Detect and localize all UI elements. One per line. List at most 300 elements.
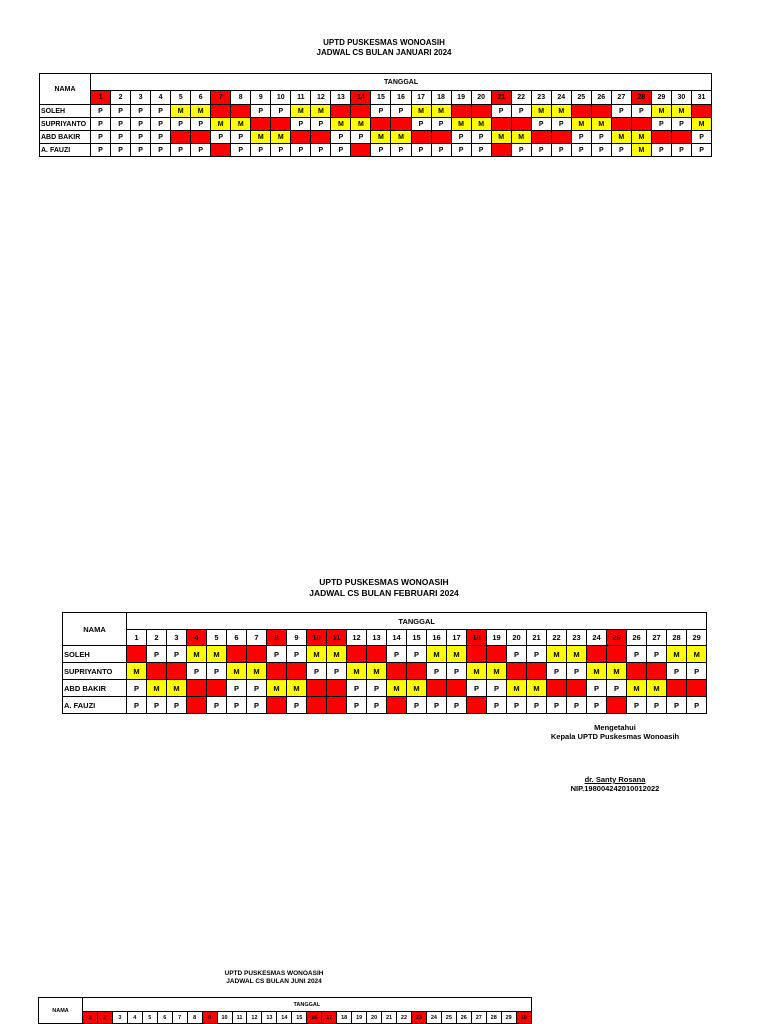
shift-cell — [587, 646, 607, 663]
shift-cell: P — [627, 697, 647, 714]
day-header-24: 24 — [587, 630, 607, 646]
day-header-22: 22 — [547, 630, 567, 646]
day-header-26: 26 — [627, 630, 647, 646]
shift-cell: P — [471, 144, 491, 157]
shift-cell: P — [91, 144, 111, 157]
shift-cell: M — [167, 680, 187, 697]
shift-cell — [571, 105, 591, 118]
shift-cell — [327, 680, 347, 697]
shift-cell: P — [647, 697, 667, 714]
shift-cell: P — [411, 144, 431, 157]
shift-cell: P — [507, 646, 527, 663]
day-header-21: 21 — [527, 630, 547, 646]
shift-cell — [667, 680, 687, 697]
shift-cell: P — [527, 697, 547, 714]
shift-cell: P — [247, 680, 267, 697]
nama-header: NAMA — [63, 613, 127, 646]
shift-cell: M — [251, 131, 271, 144]
day-header-13: 13 — [331, 91, 351, 105]
title-januari — [0, 38, 768, 58]
shift-cell: P — [667, 697, 687, 714]
day-header-25: 25 — [441, 1012, 456, 1024]
day-header-27: 27 — [611, 91, 631, 105]
shift-cell: P — [671, 144, 691, 157]
shift-cell: P — [347, 680, 367, 697]
shift-cell: P — [151, 118, 171, 131]
shift-cell: P — [287, 646, 307, 663]
shift-cell: M — [267, 680, 287, 697]
shift-cell: P — [567, 663, 587, 680]
table-row — [63, 697, 707, 714]
shift-cell: P — [251, 105, 271, 118]
shift-cell: M — [191, 105, 211, 118]
shift-cell — [351, 144, 371, 157]
shift-cell — [231, 105, 251, 118]
shift-cell: P — [431, 118, 451, 131]
shift-cell: P — [411, 118, 431, 131]
shift-cell: P — [171, 144, 191, 157]
shift-cell — [371, 118, 391, 131]
day-header-20: 20 — [367, 1012, 382, 1024]
day-header-8: 8 — [187, 1012, 202, 1024]
table-row — [63, 663, 707, 680]
shift-cell: P — [567, 697, 587, 714]
shift-cell: P — [367, 680, 387, 697]
day-header-18: 18 — [431, 91, 451, 105]
shift-cell — [407, 663, 427, 680]
shift-cell — [287, 663, 307, 680]
day-header-23: 23 — [531, 91, 551, 105]
shift-cell — [611, 118, 631, 131]
shift-cell: P — [431, 144, 451, 157]
shift-cell — [447, 680, 467, 697]
shift-cell: M — [347, 663, 367, 680]
shift-cell — [267, 697, 287, 714]
shift-cell: P — [387, 646, 407, 663]
shift-cell: M — [491, 131, 511, 144]
day-header-3: 3 — [112, 1012, 127, 1024]
shift-cell: P — [571, 131, 591, 144]
shift-cell: P — [687, 697, 707, 714]
nama-header: NAMA — [39, 998, 83, 1024]
day-header-12: 12 — [347, 630, 367, 646]
shift-cell: M — [631, 131, 651, 144]
subtitle-januari: JADWAL CS BULAN JANUARI 2024 — [316, 48, 452, 57]
shift-cell: M — [687, 646, 707, 663]
shift-cell — [647, 663, 667, 680]
shift-cell — [307, 697, 327, 714]
shift-cell — [491, 118, 511, 131]
shift-cell: P — [311, 118, 331, 131]
day-header-20: 20 — [507, 630, 527, 646]
tanggal-header: TANGGAL — [91, 74, 712, 91]
shift-cell: M — [591, 118, 611, 131]
shift-cell: P — [371, 105, 391, 118]
shift-cell — [487, 646, 507, 663]
day-header-30: 30 — [516, 1012, 531, 1024]
signature-name: dr. Santy Rosana — [584, 775, 646, 784]
shift-cell: P — [231, 131, 251, 144]
shift-cell: P — [131, 118, 151, 131]
shift-cell — [427, 680, 447, 697]
shift-cell — [511, 118, 531, 131]
shift-cell — [387, 663, 407, 680]
shift-cell: P — [171, 118, 191, 131]
shift-cell: P — [231, 144, 251, 157]
shift-cell: M — [307, 646, 327, 663]
shift-cell: M — [227, 663, 247, 680]
shift-cell: M — [507, 680, 527, 697]
shift-cell: P — [187, 663, 207, 680]
shift-cell: P — [207, 697, 227, 714]
shift-cell: M — [511, 131, 531, 144]
day-header-2: 2 — [97, 1012, 112, 1024]
signature-nip: NIP.198004242010012022 — [570, 784, 660, 793]
shift-cell: P — [127, 680, 147, 697]
shift-cell: M — [547, 646, 567, 663]
shift-cell: P — [447, 663, 467, 680]
shift-cell: P — [507, 697, 527, 714]
shift-cell — [467, 646, 487, 663]
day-header-24: 24 — [551, 91, 571, 105]
day-header-7: 7 — [211, 91, 231, 105]
day-header-22: 22 — [511, 91, 531, 105]
shift-cell: P — [427, 697, 447, 714]
day-header-6: 6 — [227, 630, 247, 646]
shift-cell: M — [571, 118, 591, 131]
shift-cell — [187, 697, 207, 714]
day-header-16: 16 — [427, 630, 447, 646]
shift-cell: P — [311, 144, 331, 157]
shift-cell: P — [151, 144, 171, 157]
shift-cell: M — [387, 680, 407, 697]
staff-name: ABD BAKIR — [63, 680, 127, 697]
shift-cell — [491, 144, 511, 157]
shift-cell: P — [391, 144, 411, 157]
shift-cell — [411, 131, 431, 144]
shift-cell — [307, 680, 327, 697]
shift-cell: M — [411, 105, 431, 118]
shift-cell — [351, 105, 371, 118]
shift-cell: M — [327, 646, 347, 663]
shift-cell: M — [471, 118, 491, 131]
shift-cell: P — [451, 144, 471, 157]
shift-cell — [671, 131, 691, 144]
shift-cell: P — [551, 144, 571, 157]
day-header-27: 27 — [647, 630, 667, 646]
shift-cell: P — [611, 144, 631, 157]
day-header-8: 8 — [231, 91, 251, 105]
day-header-20: 20 — [471, 91, 491, 105]
day-header-5: 5 — [207, 630, 227, 646]
day-header-18: 18 — [337, 1012, 352, 1024]
shift-cell: P — [651, 118, 671, 131]
shift-cell: P — [167, 697, 187, 714]
day-header-7: 7 — [247, 630, 267, 646]
shift-cell: M — [607, 663, 627, 680]
shift-cell: P — [587, 680, 607, 697]
day-header-13: 13 — [262, 1012, 277, 1024]
shift-cell: P — [271, 105, 291, 118]
shift-cell: M — [567, 646, 587, 663]
shift-cell: P — [511, 105, 531, 118]
shift-cell — [187, 680, 207, 697]
shift-cell: P — [631, 105, 651, 118]
signature-line1: Mengetahui — [594, 723, 636, 732]
shift-cell: P — [531, 118, 551, 131]
shift-cell: P — [131, 105, 151, 118]
shift-cell: M — [407, 680, 427, 697]
shift-cell: P — [451, 131, 471, 144]
day-header-30: 30 — [671, 91, 691, 105]
shift-cell: M — [127, 663, 147, 680]
shift-cell: P — [607, 680, 627, 697]
shift-cell: P — [367, 697, 387, 714]
shift-cell: M — [187, 646, 207, 663]
table-row — [40, 131, 712, 144]
day-header-18: 18 — [467, 630, 487, 646]
shift-cell — [271, 118, 291, 131]
shift-cell — [431, 131, 451, 144]
shift-cell — [291, 131, 311, 144]
shift-cell: P — [327, 663, 347, 680]
staff-name: SUPRIYANTO — [63, 663, 127, 680]
shift-cell: P — [127, 697, 147, 714]
signature-block — [535, 723, 695, 793]
shift-cell — [607, 646, 627, 663]
table-row — [40, 105, 712, 118]
shift-cell: P — [151, 131, 171, 144]
shift-cell: M — [147, 680, 167, 697]
shift-cell: M — [667, 646, 687, 663]
shift-cell — [471, 105, 491, 118]
shift-cell: P — [611, 105, 631, 118]
shift-cell: P — [131, 144, 151, 157]
org-name-januari: UPTD PUSKESMAS WONOASIH — [323, 38, 445, 47]
shift-cell: P — [111, 118, 131, 131]
shift-cell: P — [227, 697, 247, 714]
schedule-table-juni — [38, 997, 532, 1024]
shift-cell: P — [591, 131, 611, 144]
day-header-1: 1 — [83, 1012, 98, 1024]
shift-cell: P — [691, 144, 711, 157]
day-header-4: 4 — [187, 630, 207, 646]
shift-cell: P — [91, 105, 111, 118]
shift-cell: P — [351, 131, 371, 144]
shift-cell — [691, 105, 711, 118]
shift-cell: M — [367, 663, 387, 680]
staff-name: SUPRIYANTO — [40, 118, 91, 131]
day-header-29: 29 — [651, 91, 671, 105]
shift-cell — [687, 680, 707, 697]
shift-cell: M — [647, 680, 667, 697]
staff-name: SOLEH — [63, 646, 127, 663]
day-header-10: 10 — [217, 1012, 232, 1024]
table-row — [40, 144, 712, 157]
day-header-14: 14 — [387, 630, 407, 646]
day-header-24: 24 — [426, 1012, 441, 1024]
shift-cell: P — [211, 131, 231, 144]
shift-cell: M — [431, 105, 451, 118]
shift-cell: P — [551, 118, 571, 131]
day-header-1: 1 — [91, 91, 111, 105]
day-header-22: 22 — [397, 1012, 412, 1024]
shift-cell — [607, 697, 627, 714]
shift-cell: P — [651, 144, 671, 157]
shift-cell: P — [147, 646, 167, 663]
day-header-23: 23 — [567, 630, 587, 646]
schedule-table-januari — [39, 73, 712, 157]
shift-cell — [251, 118, 271, 131]
schedule-table-februari — [62, 612, 707, 714]
shift-cell — [311, 131, 331, 144]
shift-cell — [531, 131, 551, 144]
shift-cell: M — [467, 663, 487, 680]
day-header-14: 14 — [351, 91, 371, 105]
shift-cell: M — [391, 131, 411, 144]
day-header-27: 27 — [471, 1012, 486, 1024]
shift-cell: P — [111, 144, 131, 157]
shift-cell: M — [231, 118, 251, 131]
shift-cell: M — [247, 663, 267, 680]
shift-cell: P — [667, 663, 687, 680]
shift-cell: P — [307, 663, 327, 680]
day-header-7: 7 — [172, 1012, 187, 1024]
shift-cell: P — [427, 663, 447, 680]
subtitle-februari: JADWAL CS BULAN FEBRUARI 2024 — [309, 587, 459, 598]
day-header-19: 19 — [352, 1012, 367, 1024]
shift-cell: P — [167, 646, 187, 663]
shift-cell: M — [171, 105, 191, 118]
shift-cell: P — [467, 680, 487, 697]
day-header-29: 29 — [501, 1012, 516, 1024]
day-header-17: 17 — [322, 1012, 337, 1024]
day-header-28: 28 — [631, 91, 651, 105]
shift-cell: P — [547, 663, 567, 680]
shift-cell: P — [227, 680, 247, 697]
day-header-17: 17 — [411, 91, 431, 105]
staff-name: A. FAUZI — [40, 144, 91, 157]
shift-cell — [211, 144, 231, 157]
shift-cell: M — [291, 105, 311, 118]
shift-cell: P — [91, 131, 111, 144]
day-header-16: 16 — [307, 1012, 322, 1024]
day-header-28: 28 — [667, 630, 687, 646]
day-header-21: 21 — [382, 1012, 397, 1024]
day-header-5: 5 — [142, 1012, 157, 1024]
day-header-28: 28 — [486, 1012, 501, 1024]
shift-cell — [527, 663, 547, 680]
shift-cell: P — [147, 697, 167, 714]
day-header-26: 26 — [591, 91, 611, 105]
shift-cell: P — [627, 646, 647, 663]
shift-cell: P — [471, 131, 491, 144]
shift-cell: P — [331, 144, 351, 157]
shift-cell: M — [651, 105, 671, 118]
table-row — [40, 118, 712, 131]
shift-cell — [631, 118, 651, 131]
shift-cell — [507, 663, 527, 680]
shift-cell: P — [687, 663, 707, 680]
day-header-25: 25 — [571, 91, 591, 105]
table-row — [63, 680, 707, 697]
subtitle-juni: JADWAL CS BULAN JUNI 2024 — [226, 978, 322, 986]
table-row — [63, 646, 707, 663]
shift-cell: P — [527, 646, 547, 663]
day-header-21: 21 — [491, 91, 511, 105]
day-header-1: 1 — [127, 630, 147, 646]
day-header-11: 11 — [232, 1012, 247, 1024]
shift-cell: P — [571, 144, 591, 157]
shift-cell: P — [407, 646, 427, 663]
shift-cell: M — [287, 680, 307, 697]
shift-cell: P — [531, 144, 551, 157]
day-header-2: 2 — [147, 630, 167, 646]
day-header-11: 11 — [327, 630, 347, 646]
shift-cell: P — [207, 663, 227, 680]
day-header-3: 3 — [131, 91, 151, 105]
shift-cell: M — [331, 118, 351, 131]
shift-cell: M — [631, 144, 651, 157]
shift-cell — [651, 131, 671, 144]
shift-cell: P — [487, 680, 507, 697]
day-header-16: 16 — [391, 91, 411, 105]
shift-cell — [551, 131, 571, 144]
day-header-12: 12 — [311, 91, 331, 105]
shift-cell: M — [551, 105, 571, 118]
shift-cell: P — [491, 105, 511, 118]
shift-cell: M — [611, 131, 631, 144]
day-header-10: 10 — [271, 91, 291, 105]
shift-cell: P — [111, 131, 131, 144]
shift-cell — [191, 131, 211, 144]
shift-cell: P — [251, 144, 271, 157]
shift-cell — [207, 680, 227, 697]
shift-cell: P — [371, 144, 391, 157]
shift-cell: P — [271, 144, 291, 157]
shift-cell: M — [691, 118, 711, 131]
shift-cell: P — [291, 118, 311, 131]
shift-cell: M — [587, 663, 607, 680]
day-header-13: 13 — [367, 630, 387, 646]
shift-cell: P — [347, 697, 367, 714]
shift-cell: P — [191, 118, 211, 131]
day-header-26: 26 — [456, 1012, 471, 1024]
shift-cell — [247, 646, 267, 663]
day-header-6: 6 — [191, 91, 211, 105]
shift-cell: P — [287, 697, 307, 714]
shift-cell: P — [447, 697, 467, 714]
shift-cell — [547, 680, 567, 697]
title-februari — [0, 577, 768, 598]
shift-cell: M — [671, 105, 691, 118]
staff-name: ABD BAKIR — [40, 131, 91, 144]
shift-cell — [387, 697, 407, 714]
staff-name: A. FAUZI — [63, 697, 127, 714]
day-header-23: 23 — [411, 1012, 426, 1024]
day-header-2: 2 — [111, 91, 131, 105]
org-name-februari: UPTD PUSKESMAS WONOASIH — [319, 577, 449, 587]
day-header-3: 3 — [167, 630, 187, 646]
shift-cell — [591, 105, 611, 118]
shift-cell: M — [371, 131, 391, 144]
shift-cell: M — [627, 680, 647, 697]
day-header-10: 10 — [307, 630, 327, 646]
shift-cell — [331, 105, 351, 118]
shift-cell: M — [531, 105, 551, 118]
shift-cell: P — [267, 646, 287, 663]
shift-cell — [227, 646, 247, 663]
